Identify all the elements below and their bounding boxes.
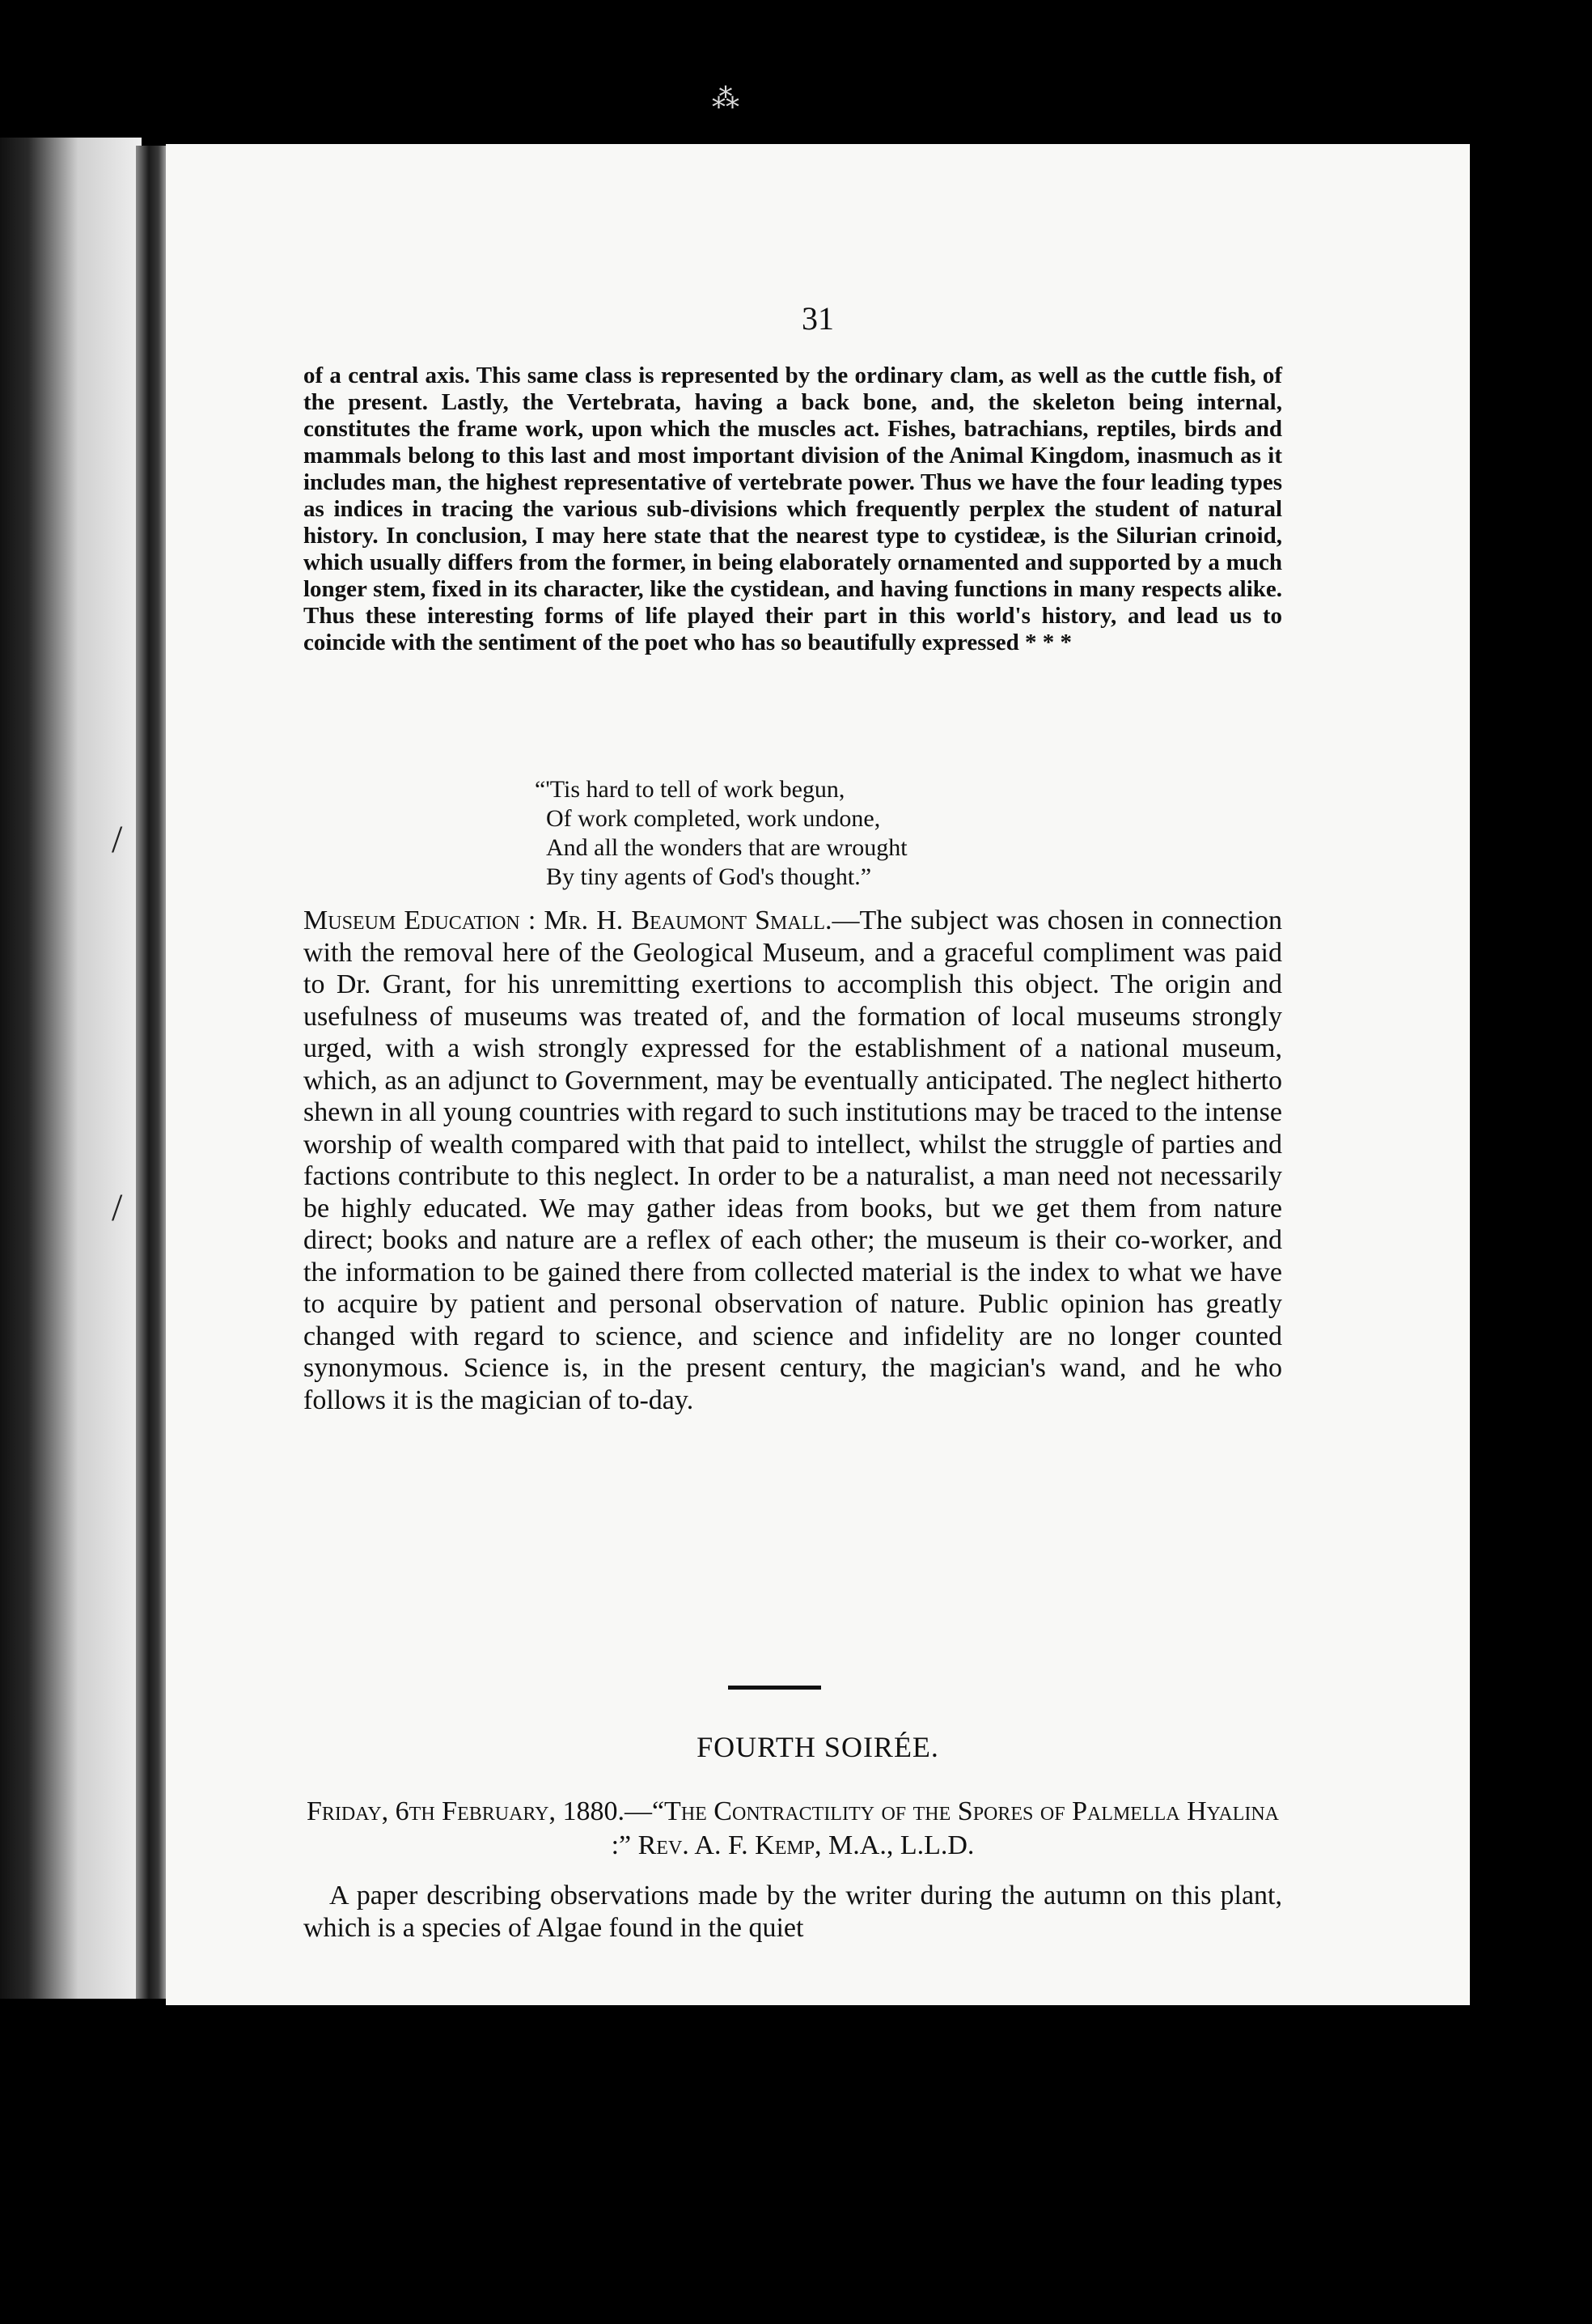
museum-heading: Museum Education : <box>303 905 536 935</box>
verse-line: Of work completed, work undone, <box>546 805 881 832</box>
museum-body: —The subject was chosen in connection with the removal here of the Geological Museum, and a graceful compliment was paid to Dr. Grant, for his unremitting exertions to accomplish this object. The origin and usefulness of museums was treated of, and the formation of local museums strongly urged, with a wish strongly expressed for the establishment of a national museum, which, as an adjunct to Government, may be eventually anticipated. The neglect hitherto shewn in all young countries with regard to such institutions may be traced to the intense worship of wealth compared with that paid to intellect, whilst the struggle of parties and factions contribute to this neglect. In order to be a naturalist, a man need not necessarily be highly educated. We may gather ideas from books, but we get them from nature direct; books and nature are a reflex of each other; the museum is their co-worker, and the information to be gained there from collected material is the index to what we have to acquire by patient and personal observation of nature. Public opinion has greatly changed with regard to science, and science and infidelity are no longer counted synonymous. Science is, in the present century, the magician's wand, and he who follows it is the magician of to-day. <box>303 905 1283 1415</box>
margin-mark: / <box>112 1186 123 1229</box>
margin-mark: / <box>112 818 123 861</box>
verse-quote <box>535 775 908 892</box>
verse-line: “'Tis hard to tell of work begun, <box>535 776 845 803</box>
museum-speaker: Mr. H. Beaumont Small. <box>544 905 832 935</box>
event-date: Friday, 6th February, 1880. <box>306 1796 625 1826</box>
top-mark: ⁂ <box>712 84 739 114</box>
paragraph-palmella: A paper describing observations made by the writer during the autumn on this plant, which is a species of Algae found in the quiet <box>303 1881 1282 1943</box>
page-number: 31 <box>802 300 834 337</box>
section-divider <box>728 1686 821 1690</box>
event-heading <box>303 1795 1282 1863</box>
event-speaker: Rev. A. F. Kemp, M.A., L.L.D. <box>637 1830 975 1860</box>
book-spine <box>136 146 168 1999</box>
paragraph-vertebrata: of a central axis. This same class is represented by the ordinary clam, as well as the cuttle fish, of the present. Lastly, the Vertebrata, having a back bone, and, the skeleton being internal, constitutes the frame work, upon which the muscles act. Fishes, batrachians, reptiles, birds and mammals belong to this last and most important division of the Animal Kingdom, inasmuch as it includes man, the highest representative of vertebrate power. Thus we have the four leading types as indices in tracing the various sub-divisions which frequently perplex the student of natural history. In conclusion, I may here state that the nearest type to cystideæ, is the Silurian crinoid, which usually differs from the former, in being elaborately ornamented and supported by a much longer stem, fixed in its character, like the cystidean, and having functions in many respects alike. Thus these interesting forms of life played their part in this world's history, and lead us to coincide with the sentiment of the poet who has so beautifully expressed * * * <box>303 363 1282 655</box>
event-title: —“The Contractility of the Spores of Palmella Hyalina :” <box>611 1796 1279 1860</box>
paragraph-museum-education <box>303 905 1282 1416</box>
section-title: FOURTH SOIRÉE. <box>696 1731 939 1763</box>
page <box>166 144 1470 2005</box>
verse-line: By tiny agents of God's thought.” <box>546 863 872 890</box>
verse-line: And all the wonders that are wrought <box>546 834 908 861</box>
left-facing-page <box>0 138 142 1999</box>
